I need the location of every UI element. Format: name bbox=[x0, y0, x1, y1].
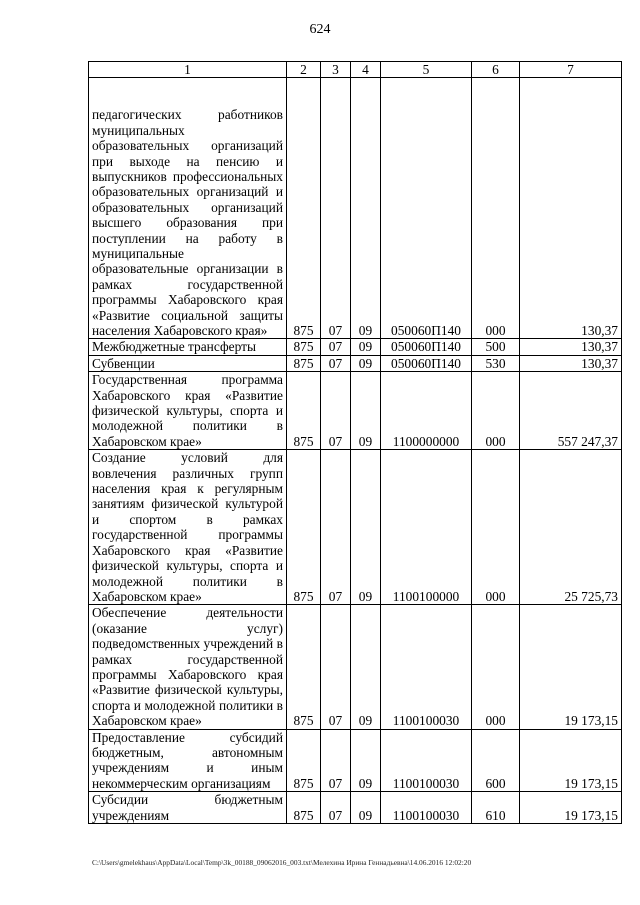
row-col-6: 610 bbox=[472, 792, 520, 824]
row-col-2: 875 bbox=[287, 355, 321, 371]
row-col-3: 07 bbox=[321, 450, 351, 605]
row-description: Обеспечение деятельности (оказание услуг) подведомственных учреждений в рамках государственной программы Хабаровского края «Развитие физической культуры, спорта и молодежной политики в Хабаровском крае» bbox=[89, 605, 287, 729]
row-col-7: 557 247,37 bbox=[520, 372, 622, 450]
row-col-2: 875 bbox=[287, 339, 321, 355]
row-description: Государственная программа Хабаровского края «Развитие физической культуры, спорта и молодежной политики в Хабаровском крае» bbox=[89, 372, 287, 450]
row-col-2: 875 bbox=[287, 792, 321, 824]
table-row bbox=[89, 450, 622, 605]
header-col-1: 1 bbox=[89, 62, 287, 78]
row-col-6: 000 bbox=[472, 450, 520, 605]
row-col-7: 19 173,15 bbox=[520, 792, 622, 824]
row-description: Создание условий для вовлечения различных групп населения края к регулярным занятиям физической культурой и спортом в рамках государственной программы Хабаровского края «Развитие физической культуры, спорта и молодежной политики в Хабаровском крае» bbox=[89, 450, 287, 605]
row-col-3: 07 bbox=[321, 792, 351, 824]
row-col-4: 09 bbox=[351, 450, 381, 605]
header-row bbox=[89, 62, 622, 78]
row-col-5: 1100100030 bbox=[381, 605, 472, 729]
row-col-2: 875 bbox=[287, 729, 321, 792]
header-col-4: 4 bbox=[351, 62, 381, 78]
table-row bbox=[89, 78, 622, 339]
row-col-4: 09 bbox=[351, 792, 381, 824]
table-row bbox=[89, 729, 622, 792]
row-col-3: 07 bbox=[321, 78, 351, 339]
row-description: педагогических работников муниципальных образовательных организаций при выходе на пенсию и выпускников профессиональных образовательных организаций и образовательных организаций высшего образования при поступлении на работу в муниципальные образовательные организации в рамках государственной программы Хабаровского края «Развитие социальной защиты населения Хабаровского края» bbox=[89, 78, 287, 339]
row-col-7: 130,37 bbox=[520, 355, 622, 371]
row-col-2: 875 bbox=[287, 450, 321, 605]
table-row bbox=[89, 372, 622, 450]
row-col-5: 1100100000 bbox=[381, 450, 472, 605]
budget-table bbox=[88, 61, 622, 824]
row-col-3: 07 bbox=[321, 729, 351, 792]
header-col-7: 7 bbox=[520, 62, 622, 78]
row-col-5: 1100100030 bbox=[381, 729, 472, 792]
row-col-5: 050060П140 bbox=[381, 339, 472, 355]
row-col-6: 000 bbox=[472, 78, 520, 339]
row-col-4: 09 bbox=[351, 605, 381, 729]
row-col-6: 530 bbox=[472, 355, 520, 371]
row-col-2: 875 bbox=[287, 372, 321, 450]
row-col-3: 07 bbox=[321, 605, 351, 729]
row-col-4: 09 bbox=[351, 729, 381, 792]
row-col-2: 875 bbox=[287, 78, 321, 339]
header-col-6: 6 bbox=[472, 62, 520, 78]
row-col-4: 09 bbox=[351, 339, 381, 355]
file-path-footer: C:\Users\gmelekhaus\AppData\Local\Temp\3k_00188_09062016_003.txt\Мелехина Ирина Геннадьевна\14.06.2016 12:02:20 bbox=[92, 858, 472, 867]
page-number: 624 bbox=[309, 22, 331, 37]
row-col-7: 130,37 bbox=[520, 78, 622, 339]
table-row bbox=[89, 605, 622, 729]
row-col-6: 000 bbox=[472, 372, 520, 450]
row-col-4: 09 bbox=[351, 78, 381, 339]
header-col-5: 5 bbox=[381, 62, 472, 78]
row-col-7: 19 173,15 bbox=[520, 605, 622, 729]
row-col-2: 875 bbox=[287, 605, 321, 729]
row-description: Межбюджетные трансферты bbox=[89, 339, 287, 355]
table-row bbox=[89, 792, 622, 824]
row-col-5: 050060П140 bbox=[381, 78, 472, 339]
row-col-3: 07 bbox=[321, 339, 351, 355]
row-description: Предоставление субсидий бюджетным, автономным учреждениям и иным некоммерческим организациям bbox=[89, 729, 287, 792]
row-description: Субвенции bbox=[89, 355, 287, 371]
row-col-7: 19 173,15 bbox=[520, 729, 622, 792]
row-col-4: 09 bbox=[351, 355, 381, 371]
table-row bbox=[89, 355, 622, 371]
header-col-3: 3 bbox=[321, 62, 351, 78]
row-col-3: 07 bbox=[321, 355, 351, 371]
row-col-7: 130,37 bbox=[520, 339, 622, 355]
header-col-2: 2 bbox=[287, 62, 321, 78]
row-col-7: 25 725,73 bbox=[520, 450, 622, 605]
row-col-5: 1100000000 bbox=[381, 372, 472, 450]
row-col-5: 1100100030 bbox=[381, 792, 472, 824]
row-col-4: 09 bbox=[351, 372, 381, 450]
row-description: Субсидии бюджетным учреждениям bbox=[89, 792, 287, 824]
row-col-3: 07 bbox=[321, 372, 351, 450]
table-row bbox=[89, 339, 622, 355]
row-col-6: 600 bbox=[472, 729, 520, 792]
row-col-6: 500 bbox=[472, 339, 520, 355]
row-col-5: 050060П140 bbox=[381, 355, 472, 371]
row-col-6: 000 bbox=[472, 605, 520, 729]
